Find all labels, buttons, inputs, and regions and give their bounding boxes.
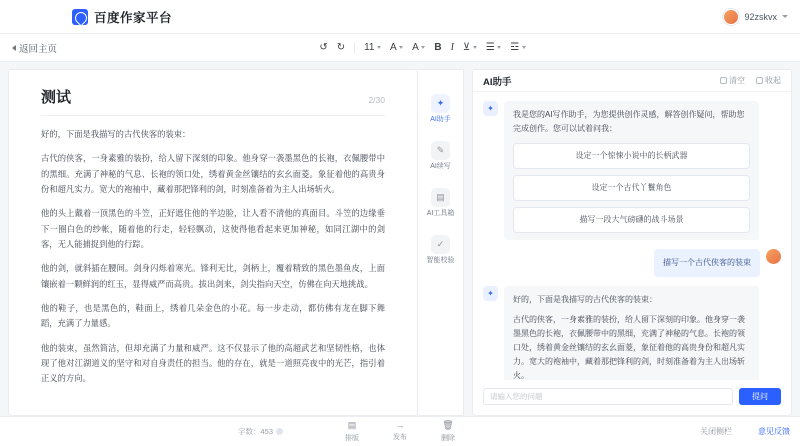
document-editor[interactable]	[8, 69, 418, 416]
clear-label: 清空	[729, 76, 745, 85]
chevron-down-icon	[377, 46, 381, 49]
brand	[72, 8, 172, 26]
sidebar-item-label: AI续写	[430, 163, 451, 171]
paragraph: 他的头上戴着一顶黑色的斗笠，正好遮住他的半边脸，让人看不清他的真面目。斗笠的边缘垂下一圈白色的纱帐，随着他的行走，轻轻飘动，这使得他看起来更加神秘，如同江湖中的剑客，无人能捕捉到他的行踪。	[41, 208, 385, 250]
publish-icon: →	[395, 420, 405, 430]
bot-bubble	[504, 286, 759, 380]
smart-check-icon: ✓	[431, 235, 450, 254]
chat-input[interactable]	[483, 388, 733, 405]
toolbar-divider	[354, 42, 355, 54]
word-count	[238, 426, 283, 437]
highlight-color-label: A	[412, 42, 419, 53]
ai-assistant-panel	[472, 69, 792, 416]
baidu-paw-icon	[72, 9, 88, 25]
bottom-right-actions	[700, 426, 790, 437]
undo-icon[interactable]: ↺	[319, 42, 328, 53]
word-count-label: 字数：453	[238, 427, 274, 436]
close-sidebar-button[interactable]: 关闭侧栏	[700, 427, 732, 436]
line-height-label: ⊻	[462, 42, 471, 53]
back-to-home-label: 返回主页	[19, 43, 58, 55]
paragraph: 他的剑，就斜插在腰间。剑身闪烁着寒光。锋利无比，剑柄上，覆着精致的黑色墨鱼皮，上面镶嵌着一颗鲜润的红玉，显得威严而高贵。拔出剑来，剑尖指向天空，仿佛在向天地挑战。	[41, 263, 385, 289]
sidebar-item-smart-check[interactable]	[418, 235, 463, 265]
collapse-icon	[756, 77, 763, 84]
trash-icon	[720, 77, 727, 84]
assistant-title: AI助手	[483, 76, 512, 88]
paragraph: 他的装束，虽然简洁，但却充满了力量和威严。这不仅显示了他的高超武艺和坚韧性格，也体现了他对江湖道义的坚守和对自身责任的担当。他的存在，就是一道照亮夜中的光芒，指引着正义的方向。	[41, 342, 385, 384]
document-title-row	[41, 86, 385, 116]
tool-rail	[418, 69, 464, 416]
reply-intro: 好的，下面是我描写的古代侠客的装束：	[513, 295, 657, 304]
message-user	[483, 249, 781, 277]
reply-body: 古代的侠客，一身素雅的装扮，给人留下深刻的印象。他身穿一袭墨黑色的长袍，衣佩腰带中的黑细，充满了神秘的气息。长袍的领口处，绣着黄金丝镶结的玄幺面菱，象征着他的高贵身份和超凡实力。宽大的袍袖中，藏着那把锋利的剑，时刻准备着为主人出场斩火。	[513, 315, 745, 380]
chevron-down-icon	[421, 46, 425, 49]
message-bot	[483, 101, 781, 240]
font-size-select[interactable]	[364, 42, 381, 53]
chevron-left-icon	[12, 45, 16, 51]
bot-avatar-icon: ✦	[483, 286, 498, 301]
font-color-label: A	[390, 42, 397, 53]
chat-thread	[473, 92, 791, 380]
sidebar-item-ai-toolbox[interactable]	[418, 188, 463, 218]
layout-icon: ▤	[347, 420, 357, 430]
sidebar-item-ai-assistant[interactable]	[418, 94, 463, 124]
sidebar-item-label: 智能校验	[426, 257, 455, 265]
user-name: 92zskvx	[744, 11, 777, 22]
delete-label: 删除	[441, 435, 455, 442]
ai-assistant-icon: ✦	[431, 94, 450, 113]
suggestion-list	[513, 143, 750, 233]
send-button[interactable]: 提问	[739, 388, 781, 405]
bot-bubble	[504, 101, 759, 240]
paragraph: 古代的侠客，一身素雅的装扮，给人留下深刻的印象。他身穿一袭墨黑色的长袍，衣佩腰带中的黑细。充满了神秘的气息、长袍的领口处，绣着黄金丝镶结的玄幺面菱。象征着他的高贵身份和超凡实力。宽大的袍袖中，藏着那把锋利的剑，时刻准备着为主人出场斩火。	[41, 153, 385, 195]
avatar[interactable]	[723, 9, 739, 25]
user-bubble: 描写一个古代侠客的装束	[654, 249, 760, 277]
user-avatar	[766, 249, 781, 264]
bottom-actions	[345, 420, 455, 443]
message-bot	[483, 286, 781, 380]
sidebar-item-label: AI助手	[430, 116, 451, 123]
layout-button[interactable]	[345, 420, 359, 443]
intro-text: 我是您的AI写作助手，为您提供创作灵感，解答创作疑问，帮助您完成创作。您可以试着问我：	[513, 110, 745, 133]
bottom-bar	[0, 416, 800, 446]
chevron-down-icon	[522, 46, 526, 49]
publish-label: 发布	[393, 434, 407, 441]
toolbar-tools	[319, 42, 525, 54]
align-label: ☰	[485, 42, 495, 53]
line-height-icon[interactable]	[463, 42, 477, 53]
document-title[interactable]: 测试	[41, 89, 72, 106]
delete-button[interactable]	[441, 420, 455, 443]
bot-avatar-icon: ✦	[483, 101, 498, 116]
publish-button[interactable]	[393, 420, 407, 443]
paragraph: 好的，下面是我描写的古代侠客的装束：	[41, 129, 191, 139]
user-menu[interactable]	[723, 9, 788, 25]
ai-continue-icon: ✎	[431, 141, 450, 160]
document-body[interactable]	[41, 116, 385, 387]
font-color-icon[interactable]	[390, 42, 403, 53]
suggestion-item[interactable]: 设定一个惊悚小说中的长柄武器	[513, 143, 750, 169]
collapse-button[interactable]	[756, 75, 781, 86]
chevron-down-icon[interactable]	[782, 15, 788, 18]
sidebar-item-ai-continue[interactable]	[418, 141, 463, 171]
sidebar-item-label: AI工具箱	[426, 210, 455, 218]
chevron-down-icon	[473, 46, 477, 49]
list-icon[interactable]	[510, 42, 525, 53]
ai-toolbox-icon: ▤	[431, 188, 450, 207]
delete-icon: 🗑	[442, 420, 454, 430]
brand-title: 百度作家平台	[94, 10, 173, 25]
clear-button[interactable]	[720, 75, 745, 86]
italic-icon[interactable]: I	[450, 42, 454, 53]
font-size-value: 11	[364, 42, 375, 53]
chevron-down-icon	[399, 46, 403, 49]
top-bar	[0, 0, 800, 34]
layout-label: 排版	[345, 435, 359, 442]
suggestion-item[interactable]: 描写一段大气磅礴的战斗场景	[513, 207, 750, 233]
back-to-home-button[interactable]	[12, 41, 57, 55]
bold-icon[interactable]: B	[434, 42, 442, 53]
assistant-header	[473, 70, 791, 92]
chevron-down-icon	[497, 46, 501, 49]
collapse-label: 收起	[765, 76, 781, 85]
redo-icon[interactable]: ↻	[336, 42, 346, 53]
editor-content[interactable]	[9, 70, 417, 396]
word-count-badge-icon	[276, 428, 283, 435]
highlight-color-icon[interactable]	[412, 42, 425, 53]
title-char-count: 2/30	[368, 95, 385, 105]
suggestion-item[interactable]: 设定一个古代丫鬟角色	[513, 175, 750, 201]
paragraph: 他的鞋子，也是黑色的，鞋面上，绣着几朵金色的小花。每一步走动，都仿佛有龙在脚下舞蹈，充满了力量感。	[41, 303, 385, 329]
assistant-actions	[720, 75, 781, 86]
feedback-button[interactable]: 意见反馈	[758, 427, 790, 436]
list-label: ☲	[510, 42, 520, 53]
align-icon[interactable]	[486, 42, 501, 53]
workspace	[0, 62, 800, 416]
editor-toolbar	[0, 34, 800, 62]
chat-composer	[473, 380, 791, 415]
